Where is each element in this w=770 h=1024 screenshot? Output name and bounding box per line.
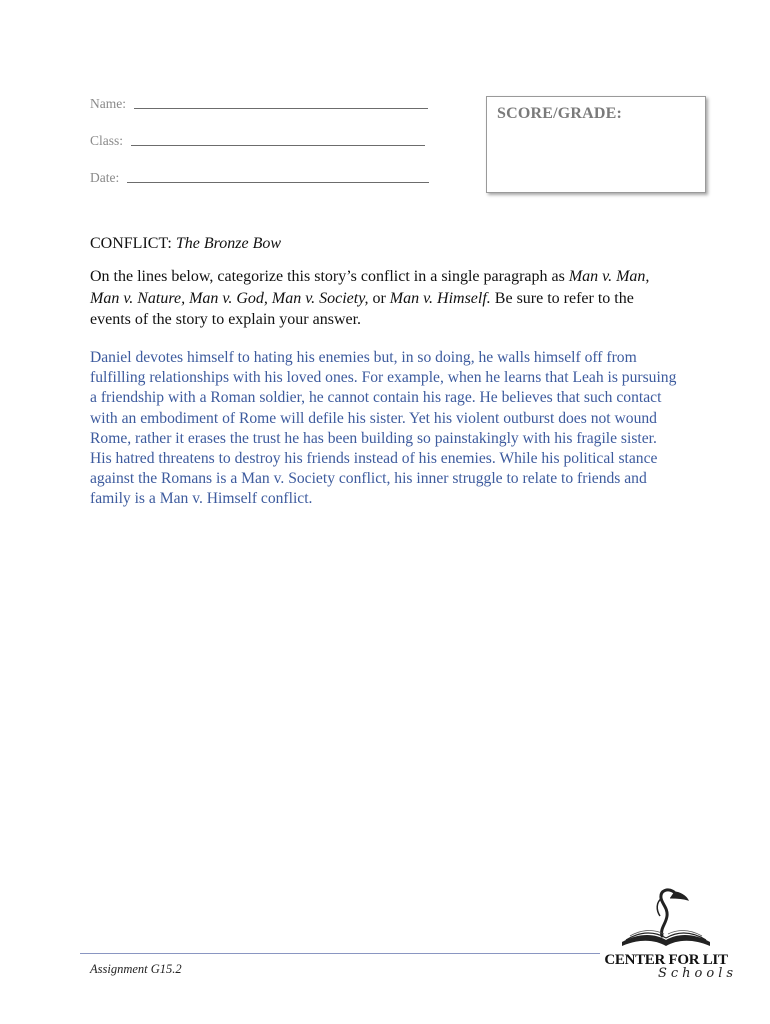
prompt-text-3: Be sure to refer to the events of the story to explain your answer. xyxy=(90,289,634,328)
conflict-prefix: CONFLICT: xyxy=(90,235,172,252)
conflict-heading xyxy=(90,235,281,253)
logo-name: CENTER FOR LIT xyxy=(604,952,728,968)
answer-paragraph: Daniel devotes himself to hating his enemies but, in so doing, he walls himself off from fulfilling relationships with his loved ones. For example, when he learns that Leah is pursuing a friendship with a Roman soldier, he cannot contain his rage. He believes that such contact with an embodiment of Rome will defile his sister. Yet his violent outburst does not wound Rome, rather it erases the trust he has been building so painstakingly with his fragile sister. His hatred threatens to destroy his friends instead of his enemies. While his political stance against the Romans is a Man v. Society conflict, his inner struggle to relate to friends and family is a Man v. Himself conflict. xyxy=(90,349,677,508)
prompt-italic-2: Man v. Himself. xyxy=(389,289,491,307)
prompt-italic-1: Man v. Man, Man v. Nature, Man v. God, Man v. Society, xyxy=(90,268,650,307)
date-label: Date: xyxy=(90,170,120,185)
book-title: The Bronze Bow xyxy=(175,235,282,252)
score-grade-box[interactable] xyxy=(486,96,706,193)
pelican-book-icon xyxy=(604,886,728,956)
logo-subtitle: Schools xyxy=(658,966,738,981)
instructions-paragraph xyxy=(90,266,670,331)
score-grade-label: SCORE/GRADE: xyxy=(497,105,623,122)
name-label: Name: xyxy=(90,96,126,111)
center-for-lit-logo xyxy=(604,886,738,982)
footer-divider xyxy=(80,953,600,954)
assignment-id: Assignment G15.2 xyxy=(90,962,182,976)
date-field[interactable] xyxy=(90,166,429,186)
class-label: Class: xyxy=(90,133,124,148)
prompt-text-1: On the lines below, categorize this story’s conflict in a single paragraph as xyxy=(90,268,569,285)
date-line[interactable] xyxy=(127,182,429,183)
prompt-text-2: or xyxy=(368,289,390,307)
name-line[interactable] xyxy=(134,108,428,109)
class-field[interactable] xyxy=(90,129,425,149)
name-field[interactable] xyxy=(90,92,428,112)
class-line[interactable] xyxy=(131,145,425,146)
